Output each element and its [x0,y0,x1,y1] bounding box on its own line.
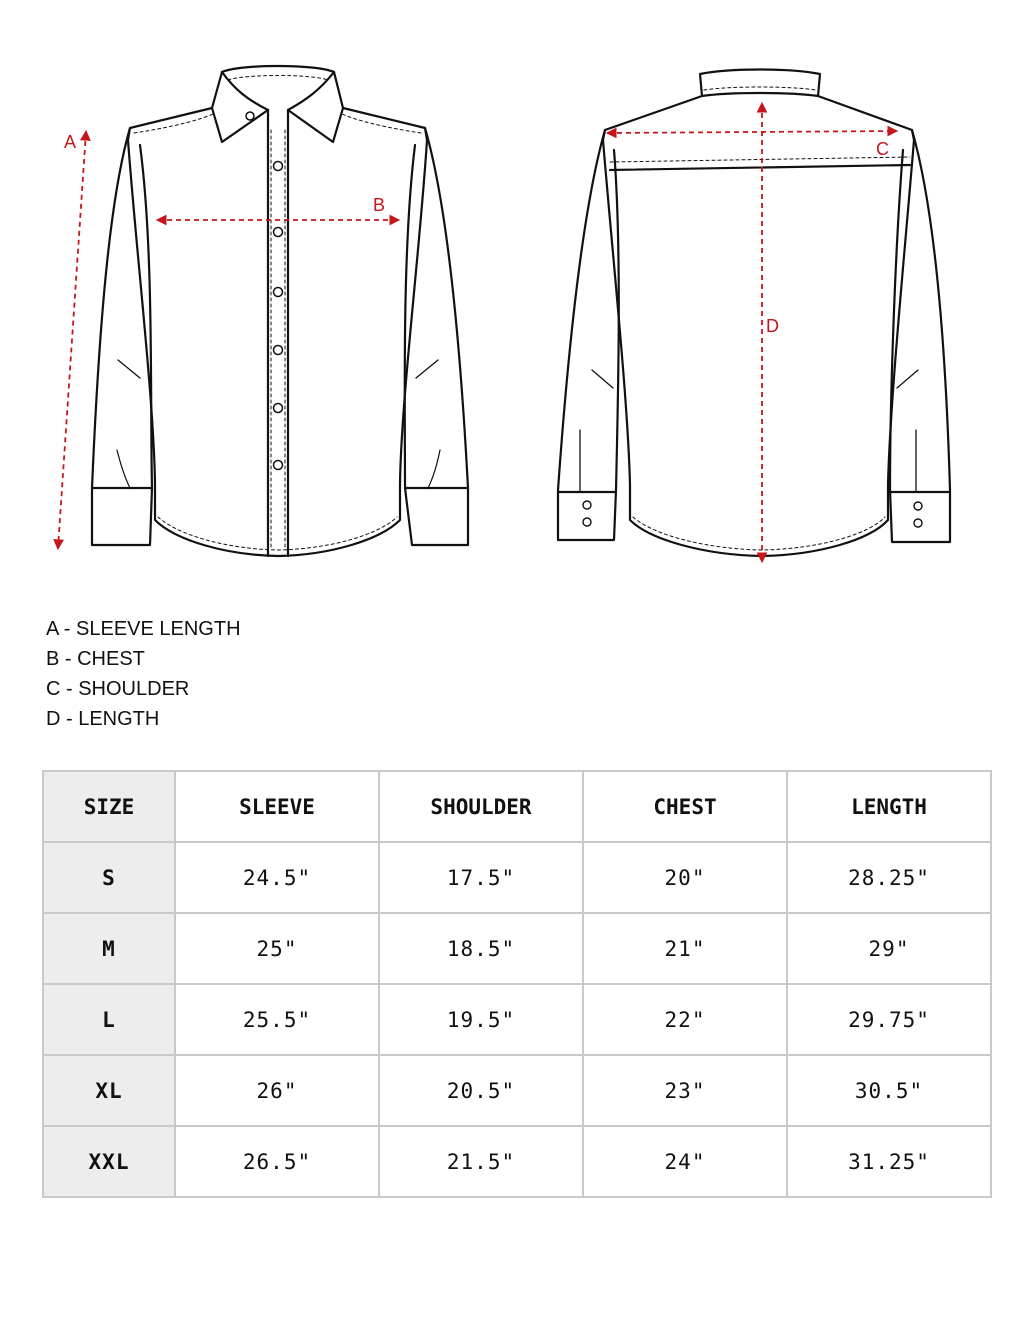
shoulder-measure [608,131,896,159]
shirt-back-icon [558,70,950,557]
cell-length: 30.5" [787,1055,991,1126]
table-row [43,913,991,984]
cell-length: 29" [787,913,991,984]
header-length: LENGTH [787,771,991,842]
legend-item-chest: B - CHEST [46,648,145,670]
cell-shoulder: 21.5" [379,1126,583,1197]
table-row [43,984,991,1055]
legend-item-shoulder: C - SHOULDER [46,678,190,700]
cell-size: M [43,913,175,984]
cell-size: XXL [43,1126,175,1197]
header-sleeve: SLEEVE [175,771,379,842]
cell-sleeve: 25" [175,913,379,984]
table-row [43,842,991,913]
cell-chest: 22" [583,984,787,1055]
cell-length: 31.25" [787,1126,991,1197]
cell-size: XL [43,1055,175,1126]
header-shoulder: SHOULDER [379,771,583,842]
label-b: B [373,195,386,215]
legend-item-sleeve-length: A - SLEEVE LENGTH [46,618,241,640]
cell-chest: 21" [583,913,787,984]
cell-size: L [43,984,175,1055]
table-row [43,1126,991,1197]
size-chart-table [42,770,992,1198]
cell-sleeve: 24.5" [175,842,379,913]
label-a: A [64,132,77,152]
shirt-front-icon [92,66,468,556]
chest-measure [158,195,398,220]
header-chest: CHEST [583,771,787,842]
measurement-legend [46,614,241,734]
sleeve-length-measure [58,132,86,548]
legend-item-length: D - LENGTH [46,708,160,730]
cell-shoulder: 18.5" [379,913,583,984]
cell-sleeve: 25.5" [175,984,379,1055]
table-row [43,1055,991,1126]
table-header-row [43,771,991,842]
length-measure [762,104,779,561]
cell-shoulder: 17.5" [379,842,583,913]
header-size: SIZE [43,771,175,842]
cell-length: 28.25" [787,842,991,913]
cell-shoulder: 20.5" [379,1055,583,1126]
label-c: C [876,139,889,159]
cell-length: 29.75" [787,984,991,1055]
cell-sleeve: 26.5" [175,1126,379,1197]
cell-chest: 23" [583,1055,787,1126]
cell-shoulder: 19.5" [379,984,583,1055]
shirt-measurement-diagram [0,0,1024,590]
label-d: D [766,316,779,336]
cell-sleeve: 26" [175,1055,379,1126]
cell-chest: 24" [583,1126,787,1197]
cell-size: S [43,842,175,913]
cell-chest: 20" [583,842,787,913]
